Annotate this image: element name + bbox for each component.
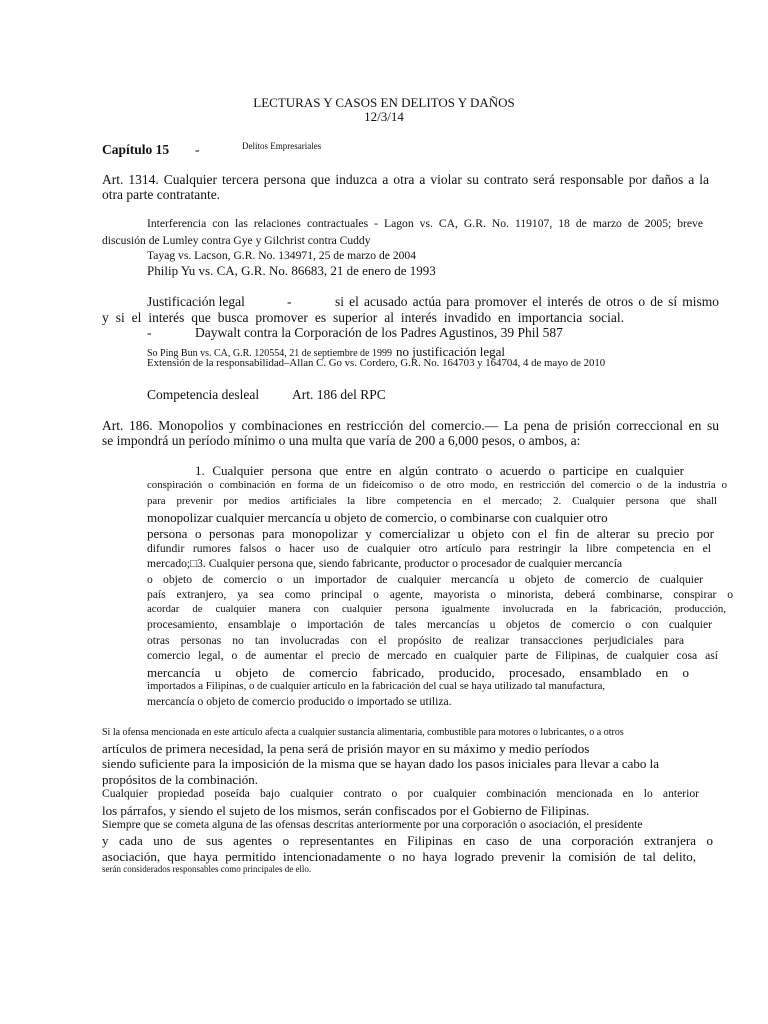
- quote-line: monopolizar cualquier mercancía u objeto de comercio, o combinarse con cualquier otro: [147, 510, 608, 525]
- quote-line: difundir rumores falsos o hacer uso de cualquier otro artículo para restringir la libre competencia en el: [147, 542, 711, 555]
- quote-line: o objeto de comercio o un importador de cualquier mercancía u objeto de comercio de cualquier: [147, 573, 703, 586]
- chapter-subtitle: Delitos Empresariales: [242, 141, 322, 151]
- justification-label: Justificación legal: [147, 294, 245, 309]
- art1314-line-2: otra parte contratante.: [102, 187, 221, 202]
- closing-line: siendo suficiente para la imposición de la misma que se hayan dado los pasos iniciales para llevar a cabo la: [102, 756, 660, 771]
- quote-line: mercancía u objeto de comercio fabricado, producido, procesado, ensamblado en o: [147, 665, 689, 680]
- art1314-line-1: Art. 1314. Cualquier tercera persona que induzca a otra a violar su contrato será responsable por daños a la: [102, 172, 709, 187]
- document-title: LECTURAS Y CASOS EN DELITOS Y DAÑOS: [253, 95, 515, 110]
- quote-line: persona o personas para monopolizar y comercializar u objeto con el fin de alterar su precio por: [147, 526, 714, 541]
- justification-dash: -: [287, 294, 292, 309]
- case-so-ping-bun-citation: So Ping Bun vs. CA, G.R. 120554, 21 de septiembre de 1999: [147, 348, 392, 359]
- quote-line: mercado;□3. Cualquier persona que, siendo fabricante, productor o procesador de cualquier mercancía: [147, 557, 623, 570]
- justification-item-dash: -: [147, 325, 152, 340]
- chapter-label: Capítulo 15: [102, 142, 170, 157]
- closing-line: Siempre que se cometa alguna de las ofensas descritas anteriormente por una corporación o asociación, el presidente: [102, 818, 643, 831]
- art186-line-1: Art. 186. Monopolios y combinaciones en restricción del comercio.— La pena de prisión correccional en su: [102, 418, 719, 433]
- closing-line: Si la ofensa mencionada en este artículo afecta a cualquier sustancia alimentaria, combustible para motores o lubricantes, o a otros: [102, 727, 624, 738]
- closing-line: y cada uno de sus agentes o representantes en Filipinas en caso de una corporación extranjera o: [102, 833, 713, 848]
- document-date: 12/3/14: [364, 109, 404, 124]
- closing-line: asociación, que haya permitido intencionadamente o no haya logrado prevenir la comisión de tal delito,: [102, 849, 696, 864]
- quote-line: para prevenir por medios artificiales la libre competencia en el mercado; 2. Cualquier persona que shall: [147, 495, 717, 507]
- unfair-competition-label: Competencia desleal: [147, 387, 260, 402]
- case-tayag: Tayag vs. Lacson, G.R. No. 134971, 25 de marzo de 2004: [147, 249, 417, 262]
- closing-line: los párrafos, y siendo el sujeto de los mismos, serán confiscados por el Gobierno de Filipinas.: [102, 803, 590, 818]
- case-so-ping-bun-note: no justificación legal: [396, 344, 506, 359]
- closing-line: artículos de primera necesidad, la pena será de prisión mayor en su máximo y medio períodos: [102, 741, 590, 756]
- quote-line: comercio legal, o de aumentar el precio de mercado en cualquier parte de Filipinas, de cualquier cosa así: [147, 649, 718, 662]
- quote-line: 1. Cualquier persona que entre en algún contrato o acuerdo o participe en cualquier: [195, 463, 684, 478]
- closing-line: Cualquier propiedad poseída bajo cualquier contrato o por cualquier combinación mencionada en lo anterior: [102, 787, 699, 800]
- closing-line: serán considerados responsables como principales de ello.: [102, 864, 312, 874]
- case-allan-go: Extensión de la responsabilidad–Allan C. Go vs. Cordero, G.R. No. 164703 y 164704, 4 de mayo de 2010: [147, 357, 606, 369]
- case-philip-yu: Philip Yu vs. CA, G.R. No. 86683, 21 de enero de 1993: [147, 263, 436, 278]
- quote-line: acordar de cualquier manera con cualquier persona igualmente involucrada en la fabricación, producción,: [147, 603, 726, 615]
- justification-line-1: si el acusado actúa para promover el interés de otros o de sí mismo: [335, 294, 719, 309]
- interference-line-2: discusión de Lumley contra Gye y Gilchrist contra Cuddy: [102, 234, 371, 247]
- quote-line: otras personas no tan involucradas con el propósito de realizar transacciones perjudiciales para: [147, 634, 684, 647]
- art186-line-2: se impondrá un período mínimo o una multa que varía de 200 a 6,000 pesos, o ambos, a:: [102, 433, 581, 448]
- closing-line: propósitos de la combinación.: [102, 772, 258, 787]
- case-daywalt: Daywalt contra la Corporación de los Padres Agustinos, 39 Phil 587: [195, 325, 563, 340]
- quote-line: importados a Filipinas, o de cualquier artículo en la fabricación del cual se haya utilizado tal manufactura,: [147, 680, 606, 692]
- quote-line: procesamiento, ensamblaje o importación de tales mercancías u objetos de comercio o con cualquier: [147, 618, 712, 631]
- quote-line: país extranjero, ya sea como principal o agente, mayorista o minorista, deberá combinarse, conspirar o: [147, 588, 733, 601]
- chapter-dash: -: [195, 142, 200, 157]
- justification-line-2: y si el interés que busca promover es superior al interés invadido en importancia social.: [102, 310, 624, 325]
- quote-line: mercancía o objeto de comercio producido o importado se utiliza.: [147, 695, 452, 708]
- quote-line: conspiración o combinación en forma de un fideicomiso o de otro modo, en restricción del comercio o de la industria o: [147, 479, 727, 491]
- interference-line-1: Interferencia con las relaciones contractuales - Lagon vs. CA, G.R. No. 119107, 18 de marzo de 2005; breve: [147, 217, 703, 230]
- unfair-competition-ref: Art. 186 del RPC: [292, 387, 386, 402]
